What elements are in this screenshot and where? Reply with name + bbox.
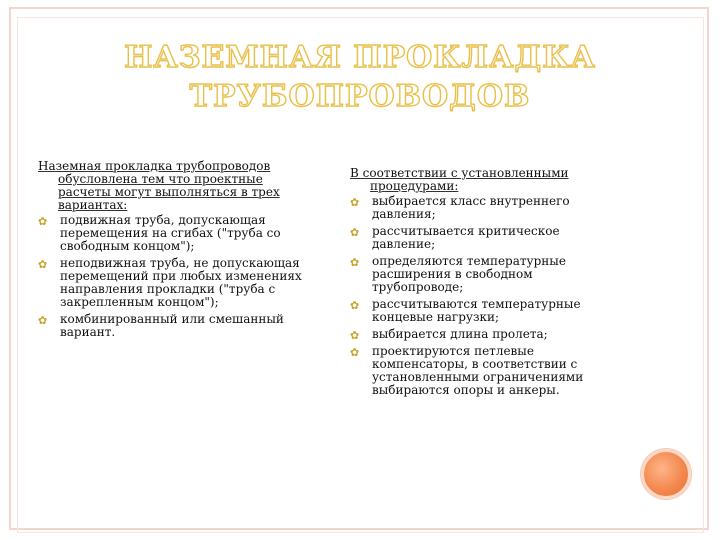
- right-item-text: рассчитывается критическое давление;: [372, 224, 560, 251]
- left-item-text: комбинированный или смешанный вариант.: [60, 312, 284, 339]
- right-list-item: [350, 225, 620, 251]
- right-list-item: [350, 328, 620, 341]
- flower-bullet-icon: ✿: [38, 258, 48, 271]
- left-list-item: [38, 214, 308, 253]
- slide-title: [60, 38, 660, 116]
- left-item-text: неподвижная труба, не допускающая перемещений при любых изменениях направления прокладки ("труба с закрепленным концом");: [60, 256, 302, 309]
- flower-bullet-icon: ✿: [350, 346, 360, 359]
- left-list-item: [38, 257, 308, 309]
- right-item-text: рассчитываются температурные концевые нагрузки;: [372, 297, 581, 324]
- title-line-1: НАЗЕМНАЯ ПРОКЛАДКА: [124, 40, 596, 75]
- flower-bullet-icon: ✿: [350, 196, 360, 209]
- flower-bullet-icon: ✿: [38, 215, 48, 228]
- title-line-2: ТРУБОПРОВОДОВ: [189, 79, 531, 114]
- right-item-text: определяются температурные расширения в свободном трубопроводе;: [372, 254, 566, 294]
- right-item-text: выбирается класс внутреннего давления;: [372, 194, 570, 221]
- flower-bullet-icon: ✿: [38, 314, 48, 327]
- flower-bullet-icon: ✿: [350, 299, 360, 312]
- decorative-orb: [641, 449, 691, 499]
- right-lead-text: В соответствии с установленными процедурами:: [350, 166, 569, 193]
- right-list-item: [350, 298, 620, 324]
- left-item-text: подвижная труба, допускающая перемещения на сгибах ("труба со свободным концом");: [60, 213, 281, 253]
- right-bullet-list: [350, 195, 620, 397]
- flower-bullet-icon: ✿: [350, 256, 360, 269]
- flower-bullet-icon: ✿: [350, 329, 360, 342]
- right-list-item: [350, 345, 620, 397]
- right-column: [350, 167, 620, 401]
- right-list-item: [350, 255, 620, 294]
- right-list-item: [350, 195, 620, 221]
- right-item-text: проектируются петлевые компенсаторы, в соответствии с установленными ограничениями выбираются опоры и анкеры.: [372, 344, 584, 397]
- right-item-text: выбирается длина пролета;: [372, 327, 548, 341]
- left-list-item: [38, 313, 308, 339]
- left-bullet-list: [38, 214, 308, 339]
- flower-bullet-icon: ✿: [350, 226, 360, 239]
- left-column: [38, 160, 308, 343]
- left-lead-text: Наземная прокладка трубопроводов обусловлена тем что проектные расчеты могут выполняться в трех вариантах:: [38, 159, 280, 212]
